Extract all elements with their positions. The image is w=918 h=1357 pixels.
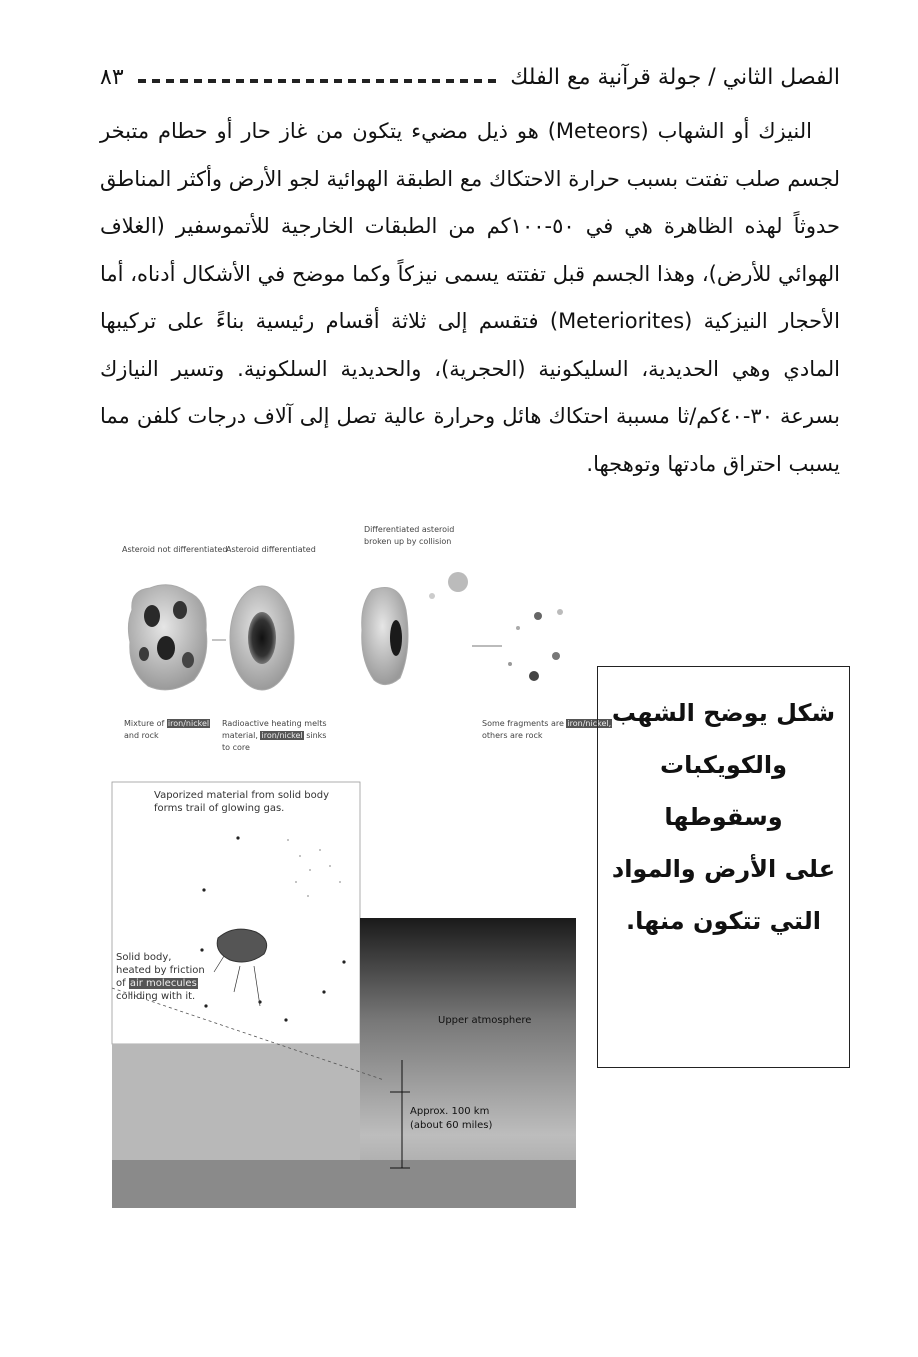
caption-line2: والكويكبات وسقوطها [659, 751, 788, 831]
label-broken-line2: broken up by collision [364, 537, 452, 546]
label-heating-line3: to core [222, 743, 250, 752]
page-header [100, 60, 840, 94]
label-upper-atmosphere: Upper atmosphere [438, 1015, 532, 1026]
asteroid-broken [362, 572, 468, 685]
label-fragments-line1: Some fragments are iron/nickel, [482, 719, 612, 728]
caption-line4: التي تتكون منها. [626, 907, 821, 935]
inset-panel [112, 782, 360, 1044]
chapter-title: الفصل الثاني / جولة قرآنية مع الفلك [510, 64, 840, 90]
earth-ground [112, 1160, 576, 1208]
paragraph-text: النيزك أو الشهاب (Meteors) هو ذيل مضيء يتكون من غاز حار أو حطام متبخر لجسم صلب تفتت بسبب حرارة الاحتكاك مع الطبقة الهوائية لجو الأرض وأكثر المناطق حدوثاً لهذه الظاهرة هي في ٥٠-١٠٠كم من الطبقات الخارجية للأتموسفير (الغلاف الهوائي للأرض)، وهذا الجسم قبل تفتته يسمى نيزكاً وكما موضح في الأشكال أدناه، أما الأحجار النيزكية (Meteriorites) فتقسم إلى ثلاثة أقسام رئيسية بناءً على تركيبها المادي وهي الحديدية، السليكونية (الحجرية)، والحديدية السلكونية. وتسير النيازك بسرعة ٣٠-٤٠كم/ثا مسببة احتكاك هائل وحرارة عالية تصل إلى آلاف درجات كلفن مما يسبب احتراق مادتها وتوهجها. [100, 119, 840, 476]
label-broken-line1: Differentiated asteroid [364, 525, 455, 534]
meteor-body [217, 929, 266, 962]
label-heating-line2: material, iron/nickel sinks [222, 731, 327, 740]
header-dotted-rule [138, 79, 497, 83]
figure-caption-box [597, 666, 850, 1068]
figure-illustration [110, 520, 590, 1210]
asteroid-differentiated [230, 586, 294, 690]
asteroid-undifferentiated [128, 585, 206, 690]
fragments [508, 609, 563, 681]
label-fragments-line2: others are rock [482, 731, 543, 740]
label-heating-line1: Radioactive heating melts [222, 719, 327, 728]
meteor-figure [110, 520, 612, 1210]
body-paragraph [100, 108, 840, 488]
caption-line3: على الأرض والمواد [611, 855, 836, 883]
label-asteroid-not-diff: Asteroid not differentiated [122, 545, 228, 554]
label-solid-line2: heated by friction [116, 965, 205, 976]
label-vapor-line1: Vaporized material from solid body [154, 790, 329, 801]
caption-line1: شكل يوضح الشهب [611, 699, 836, 727]
label-solid-line4: colliding with it. [116, 991, 196, 1002]
label-mixture-line2: and rock [124, 731, 159, 740]
page-number: ٨٣ [100, 64, 124, 90]
label-approx-line1: Approx. 100 km [410, 1106, 490, 1117]
label-asteroid-diff: Asteroid differentiated [226, 545, 316, 554]
label-solid-line1: Solid body, [116, 952, 172, 963]
label-mixture-line1: Mixture of iron/nickel [124, 719, 210, 728]
label-vapor-line2: forms trail of glowing gas. [154, 803, 285, 814]
label-solid-line3: of air molecules [116, 978, 197, 989]
label-approx-line2: (about 60 miles) [410, 1120, 493, 1131]
